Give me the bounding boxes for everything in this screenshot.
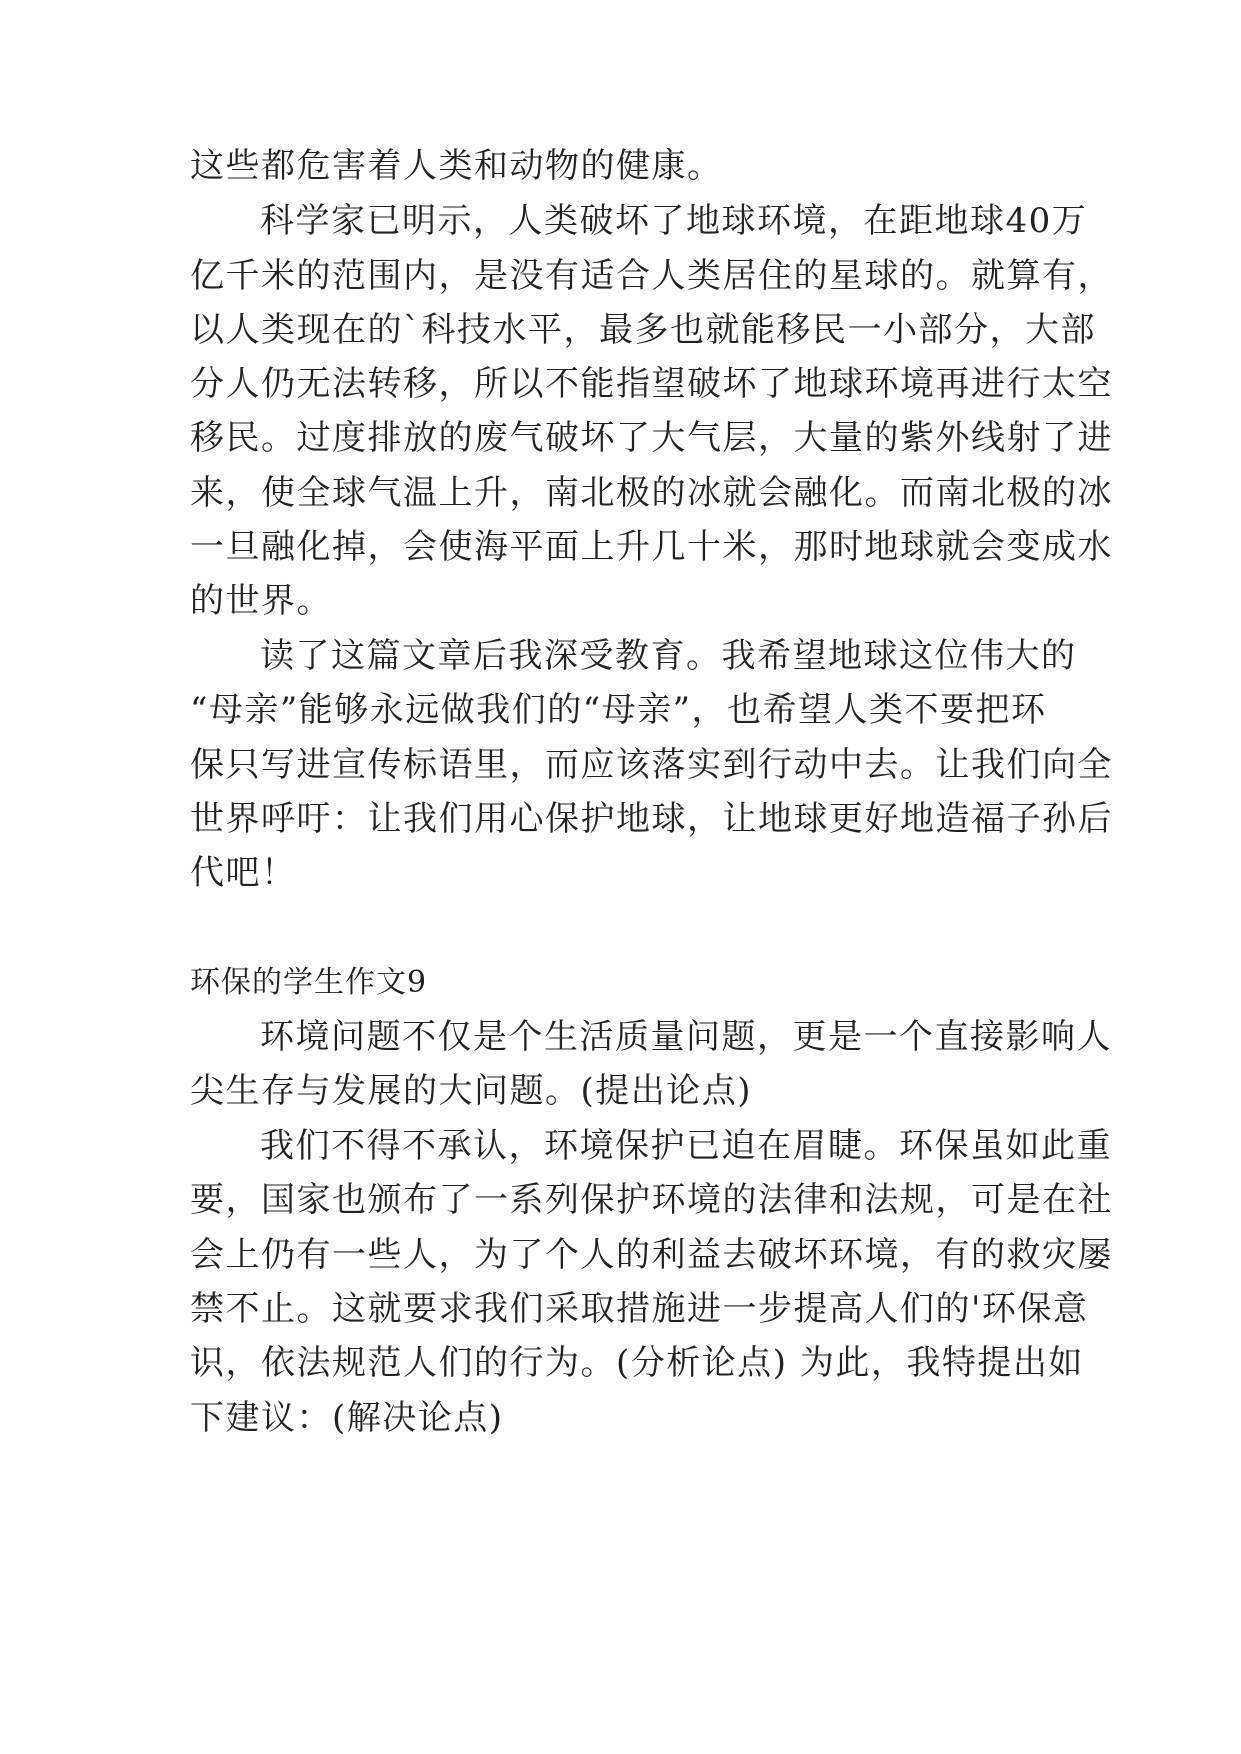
section-title: 环保的学生作文9 — [190, 965, 428, 1000]
paragraph-line: 要，国家也颁布了一系列保护环境的法律和法规，可是在社 — [190, 1180, 1113, 1220]
paragraph-line: 识，依法规范人们的行为。(分析论点) 为此，我特提出如 — [190, 1343, 1084, 1383]
paragraph-line: 科学家已明示，人类破坏了地球环境，在距地球40万 — [260, 201, 1088, 241]
paragraph-line: 会上仍有一些人，为了个人的利益去破坏环境，有的救灾屡 — [190, 1235, 1113, 1275]
paragraph-line: 分人仍无法转移，所以不能指望破坏了地球环境再进行太空 — [190, 364, 1113, 404]
paragraph-line: 来，使全球气温上升，南北极的冰就会融化。而南北极的冰 — [190, 473, 1113, 513]
paragraph-line: 读了这篇文章后我深受教育。我希望地球这位伟大的 — [260, 636, 1077, 676]
paragraph-line: 这些都危害着人类和动物的健康。 — [190, 146, 723, 186]
paragraph-line: 一旦融化掉，会使海平面上升几十米，那时地球就会变成水 — [190, 527, 1113, 567]
paragraph-line: 代吧！ — [190, 853, 297, 893]
paragraph-line: 世界呼吁：让我们用心保护地球，让地球更好地造福子孙后 — [190, 799, 1113, 839]
paragraph-line: 的世界。 — [190, 581, 332, 621]
paragraph-line: 亿千米的范围内，是没有适合人类居住的星球的。就算有， — [190, 256, 1113, 296]
paragraph-line: 禁不止。这就要求我们采取措施进一步提高人们的'环保意 — [190, 1289, 1089, 1329]
paragraph-line: 我们不得不承认，环境保护已迫在眉睫。环保虽如此重 — [260, 1126, 1112, 1166]
paragraph-line: 尖生存与发展的大问题。(提出论点) — [190, 1071, 753, 1111]
paragraph-line: 以人类现在的`科技水平，最多也就能移民一小部分，大部 — [190, 310, 1096, 350]
paragraph-line: 保只写进宣传标语里，而应该落实到行动中去。让我们向全 — [190, 745, 1113, 785]
paragraph-line: 环境问题不仅是个生活质量问题，更是一个直接影响人 — [260, 1017, 1112, 1057]
paragraph-line: 移民。过度排放的废气破坏了大气层，大量的紫外线射了进 — [190, 418, 1113, 458]
paragraph-line: “母亲”能够永远做我们的“母亲”，也希望人类不要把环 — [190, 690, 1047, 730]
paragraph-line: 下建议：(解决论点) — [190, 1398, 504, 1438]
